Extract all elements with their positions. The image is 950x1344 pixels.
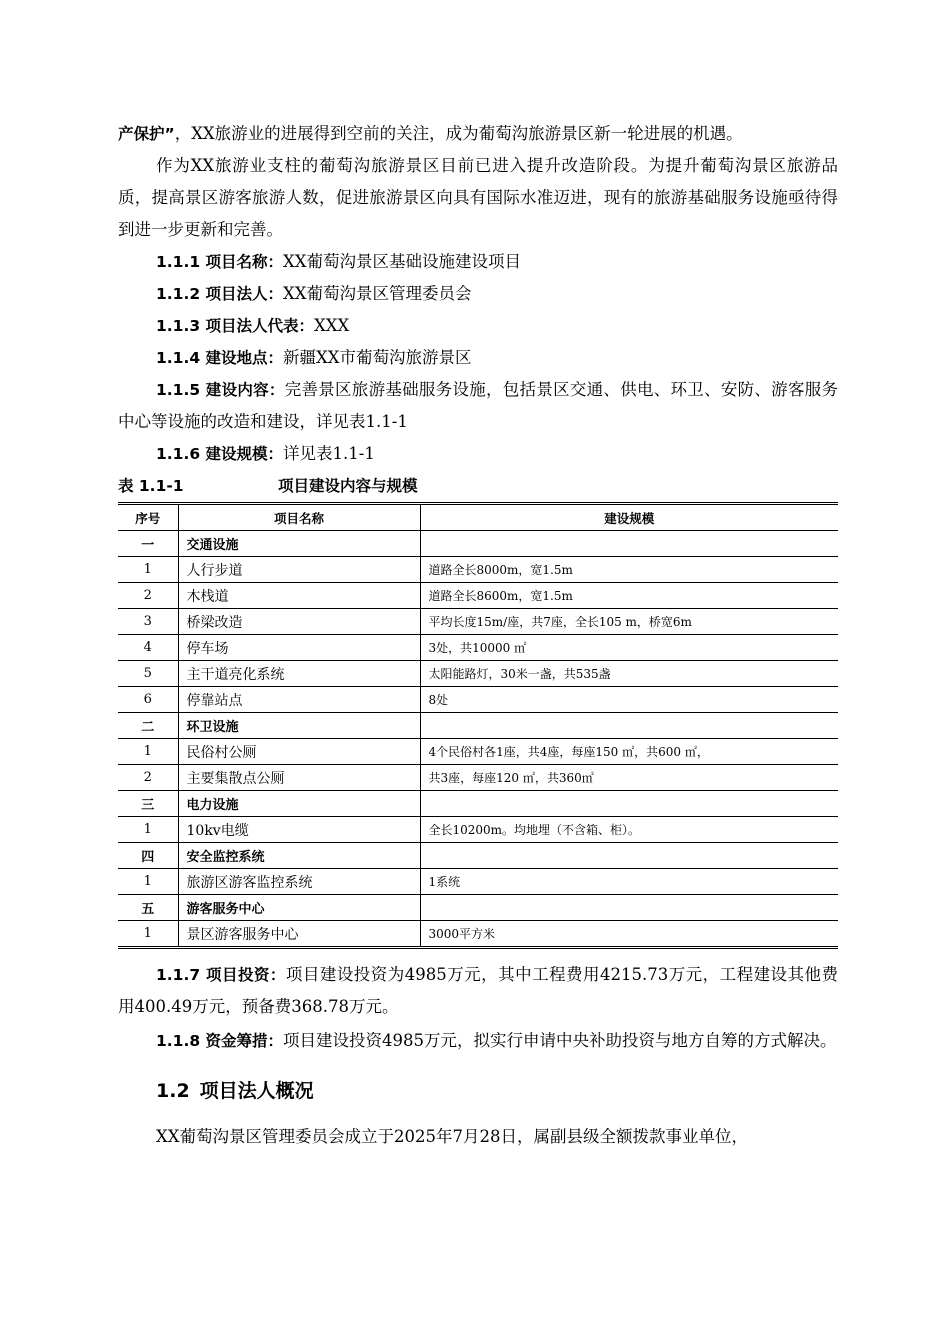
table-row: 五 游客服务中心	[118, 895, 838, 921]
section-heading	[156, 1075, 838, 1107]
col-header-scale: 建设规模	[420, 504, 838, 531]
item-construction-site: 1.1.4 建设地点：新疆XX市葡萄沟旅游景区	[156, 348, 472, 367]
table-row: 一 交通设施	[118, 531, 838, 557]
section-number: 1.2	[156, 1080, 190, 1102]
table-title: 项目建设内容与规模	[278, 477, 418, 495]
table-row: 二 环卫设施	[118, 713, 838, 739]
col-header-no: 序号	[118, 504, 178, 531]
table-row: 三 电力设施	[118, 791, 838, 817]
table-row: 5 主干道亮化系统 太阳能路灯，30米一盏，共535盏	[118, 661, 838, 687]
table-row: 四 安全监控系统	[118, 843, 838, 869]
table-caption	[118, 470, 838, 502]
table-row: 1 旅游区游客监控系统 1系统	[118, 869, 838, 895]
section-title: 项目法人概况	[199, 1080, 314, 1102]
item-legal-representative: 1.1.3 项目法人代表：XXX	[156, 316, 350, 335]
item-construction-content: 1.1.5 建设内容：完善景区旅游基础服务设施，包括景区交通、供电、环卫、安防、游客服务中心等设施的改造和建设，详见表1.1-1	[118, 380, 839, 431]
item-project-name: 1.1.1 项目名称：XX葡萄沟景区基础设施建设项目	[156, 252, 522, 271]
table-row: 1 人行步道 道路全长8000m，宽1.5m	[118, 557, 838, 583]
item-investment: 1.1.7 项目投资：项目建设投资为4985万元，其中工程费用4215.73万元，工程建设其他费用400.49万元，预备费368.78万元。	[118, 965, 838, 1016]
document-page	[118, 118, 838, 1153]
table-row: 1 民俗村公厕 4个民俗村各1座，共4座，每座150 ㎡，共600 ㎡，	[118, 739, 838, 765]
table-row: 4 停车场 3处，共10000 ㎡	[118, 635, 838, 661]
item-construction-scale: 1.1.6 建设规模：详见表1.1-1	[156, 444, 375, 463]
paragraph-2: 作为XX旅游业支柱的葡萄沟旅游景区目前已进入提升改造阶段。为提升葡萄沟景区旅游品质，提高景区游客旅游人数，促进旅游景区向具有国际水准迈进，现有的旅游基础服务设施亟待得到进一步更新和完善。	[118, 156, 838, 239]
table-row: 1 景区游客服务中心 3000平方米	[118, 921, 838, 948]
table-row: 6 停靠站点 8处	[118, 687, 838, 713]
table-row: 2 主要集散点公厕 共3座，每座120 ㎡，共360㎡	[118, 765, 838, 791]
item-funding: 1.1.8 资金筹措：项目建设投资4985万元，拟实行申请中央补助投资与地方自筹的方式解决。	[156, 1031, 837, 1050]
table-number: 表 1.1-1	[118, 477, 184, 495]
col-header-name: 项目名称	[178, 504, 420, 531]
last-paragraph: XX葡萄沟景区管理委员会成立于2025年7月28日，属副县级全额拨款事业单位，	[156, 1127, 748, 1146]
intro-bold-text: 产保护”	[118, 125, 175, 143]
table-row: 3 桥梁改造 平均长度15m/座，共7座，全长105 m，桥宽6m	[118, 609, 838, 635]
construction-table	[118, 502, 838, 949]
intro-paragraph	[118, 118, 838, 150]
intro-text: ，XX旅游业的进展得到空前的关注，成为葡萄沟旅游景区新一轮进展的机遇。	[174, 124, 743, 143]
table-header-row	[118, 504, 838, 531]
table-row: 2 木栈道 道路全长8600m，宽1.5m	[118, 583, 838, 609]
item-project-legal-person: 1.1.2 项目法人：XX葡萄沟景区管理委员会	[156, 284, 472, 303]
table-row: 1 10kv电缆 全长10200m。均地埋（不含箱、柜）。	[118, 817, 838, 843]
